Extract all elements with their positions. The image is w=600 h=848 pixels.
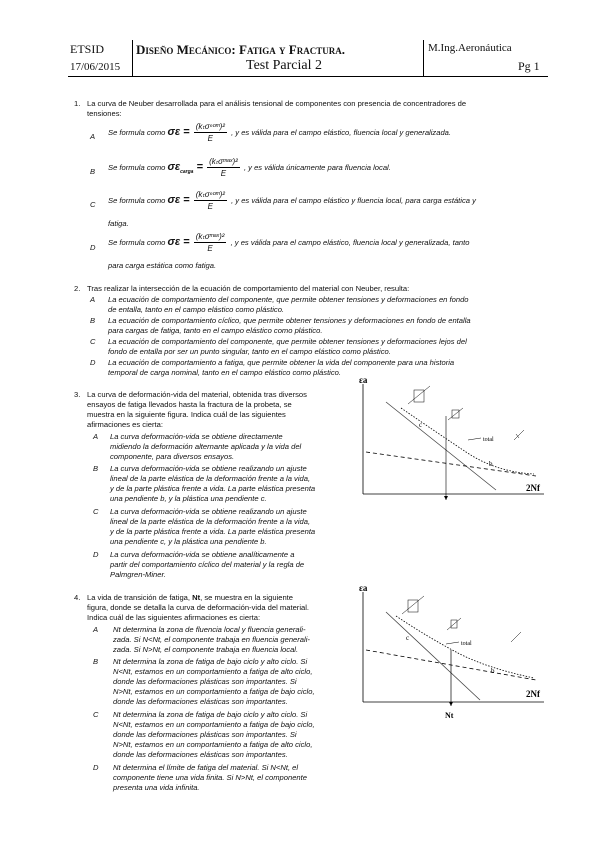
option-text: temporal de carga nominal, tanto en el campo elástico como plástico. — [108, 368, 341, 377]
formula-numerator: (kₜσⁿᵒᵐ)² — [195, 190, 225, 199]
option-text: lineal de la parte elástica de la deformación frente a la vida, — [110, 517, 311, 526]
plastic-line — [386, 402, 496, 490]
option-text: lineal de la parte elástica de la deformación frente a la vida, — [110, 474, 311, 483]
option-text: una pendiente c, y la plástica una pendiente b. — [110, 537, 267, 546]
option-text: N<Nt, estamos en un comportamiento a fatiga de alto ciclo, — [113, 667, 313, 676]
total-label: total — [461, 641, 472, 647]
total-label: total — [483, 437, 494, 443]
formula-denominator: E — [207, 244, 213, 253]
option-text: Se formula como — [108, 238, 166, 247]
option-text: fondo de entalla por ser un punto singular, tanto en el campo elástico como plástico. — [108, 347, 391, 356]
option-d[interactable]: Nt determina el límite de fatiga del material. Si N<Nt, el — [113, 763, 299, 772]
option-text: , y es válida para el campo elástico, fluencia local y generalizada, tanto — [230, 238, 470, 247]
option-label: C — [90, 200, 96, 209]
option-text: , y es válida para el campo elástico, fluencia local y generalizada. — [231, 128, 451, 137]
header-divider — [132, 40, 133, 76]
formula-denominator: E — [207, 202, 213, 211]
slope-c-label: c — [406, 634, 410, 642]
strain-life-diagram-q3 — [356, 372, 556, 522]
x-axis-label: 2Nf — [526, 483, 540, 493]
question-stem: tensiones: — [87, 109, 122, 118]
option-label: A — [90, 295, 96, 304]
elastic-line — [366, 452, 536, 476]
question-stem — [87, 593, 293, 603]
option-b[interactable]: La curva deformación-vida se obtiene realizando un ajuste — [110, 464, 307, 473]
option-a[interactable] — [108, 122, 451, 144]
option-label: B — [90, 316, 96, 325]
hysteresis-loop-icon — [408, 386, 430, 404]
option-text: para carga estática como fatiga. — [108, 261, 217, 270]
option-text: Se formula como — [108, 196, 166, 205]
y-axis-label: εa — [359, 375, 368, 385]
option-label: C — [90, 337, 96, 346]
formula-fraction — [194, 232, 227, 254]
option-label: D — [90, 358, 96, 367]
label-leader — [446, 642, 459, 644]
option-text: una pendiente b, y la plástica una pendiente c. — [110, 494, 267, 503]
question-number: 1. — [74, 99, 81, 108]
option-a[interactable]: Nt determina la zona de fluencia local y fluencia generali- — [113, 625, 306, 634]
label-leader — [468, 438, 481, 440]
hysteresis-loop-icon — [402, 596, 424, 614]
question-stem: afirmaciones es cierta: — [87, 420, 163, 429]
option-text: , y es válida para el campo elástico y fluencia local, para carga estática y — [231, 196, 476, 205]
option-text: zada. Si N>Nt, el componente trabaja en fluencia local. — [113, 645, 299, 654]
page-header — [68, 40, 548, 77]
header-degree: M.Ing.Aeronáutica — [428, 42, 512, 54]
formula-subscript: carga — [180, 169, 194, 176]
hysteresis-loop-icon — [447, 618, 461, 630]
strain-life-diagram-q4 — [356, 580, 556, 730]
option-b[interactable]: La ecuación de comportamiento cíclico, que permite obtener tensiones y deformaciones en fondo de entalla — [108, 316, 471, 325]
question-number: 3. — [74, 390, 81, 399]
arrow-head — [449, 702, 453, 706]
option-a[interactable]: La curva deformación-vida se obtiene directamente — [110, 432, 283, 441]
formula-symbol: σε — [167, 161, 181, 173]
arrow-head — [444, 496, 448, 500]
option-label: D — [90, 243, 96, 252]
option-c[interactable] — [108, 190, 476, 212]
option-label: D — [93, 550, 99, 559]
option-text: componente tiene una vida finita. Si N>Nt, el componente — [113, 773, 307, 782]
header-school: ETSID — [70, 42, 104, 56]
question-stem: Tras realizar la intersección de la ecuación de comportamiento del material con Neuber, resulta: — [87, 284, 410, 293]
question-stem: Indica cuál de las siguientes afirmaciones es cierta: — [87, 613, 261, 622]
option-text: presenta una vida infinita. — [113, 783, 200, 792]
option-c[interactable]: La curva deformación-vida se obtiene realizando un ajuste — [110, 507, 307, 516]
option-text: para cargas de fatiga, tanto en el campo elástico como plástico. — [108, 326, 323, 335]
question-stem: La curva de Neuber desarrollada para el análisis tensional de componentes con presencia de concentradores de — [87, 99, 467, 108]
option-a[interactable]: La ecuación de comportamiento del componente, que permite obtener tensiones y deformaciones en fondo — [108, 295, 469, 304]
formula-numerator: (kₜσⁿᵒᵐ)² — [195, 122, 225, 131]
option-text: zada. Si N<Nt, el componente trabaja en fluencia generali- — [113, 635, 310, 644]
slope-b-label: b — [489, 460, 493, 468]
header-page-number: Pg 1 — [518, 59, 540, 73]
option-label: B — [93, 464, 99, 473]
formula-denominator: E — [207, 134, 213, 143]
formula-numerator: (kₜσᵐᵃˣ)² — [209, 157, 238, 166]
header-divider — [423, 40, 424, 76]
question-stem: ensayos de fatiga llevados hasta la fractura de la probeta, se — [87, 400, 292, 409]
option-text: donde las deformaciones plásticas son importantes. Si — [113, 677, 297, 686]
option-label: B — [90, 167, 96, 176]
question-stem-part: La vida de transición de fatiga, — [87, 593, 191, 602]
option-label: C — [93, 507, 99, 516]
slope-c-label: c — [419, 421, 423, 429]
option-text: componente, para diversos ensayos. — [110, 452, 235, 461]
question-stem-part: , se muestra en la siguiente — [200, 593, 294, 602]
option-text: donde las deformaciones elásticas son importantes. — [113, 697, 288, 706]
formula-lhs: σε = — [167, 236, 190, 248]
option-label: C — [93, 710, 99, 719]
header-date: 17/06/2015 — [70, 61, 121, 73]
hysteresis-loop-icon — [448, 408, 463, 420]
formula-fraction — [194, 122, 227, 144]
question-number: 2. — [74, 284, 81, 293]
option-text: midiendo la deformación alternante aplicada y la vida del — [110, 442, 302, 451]
total-curve — [401, 408, 534, 474]
option-text: donde las deformaciones elásticas son importantes. — [113, 750, 288, 759]
question-stem: muestra en la siguiente figura. Indica cuál de las siguientes — [87, 410, 286, 419]
slope-b-label: b — [491, 667, 495, 675]
question-number: 4. — [74, 593, 81, 602]
formula-equals: = — [196, 161, 203, 173]
formula-lhs — [167, 161, 203, 176]
formula-lhs: σε = — [167, 126, 190, 138]
x-axis-label: 2Nf — [526, 689, 540, 699]
formula-fraction — [194, 190, 227, 212]
header-course: Diseño Mecánico: Fatiga y Fractura. — [136, 42, 345, 57]
hysteresis-loop-icon — [514, 430, 524, 440]
question-stem: La curva de deformación-vida del material, obtenida tras diversos — [87, 390, 307, 399]
option-text: Palmgren-Miner. — [110, 570, 166, 579]
option-text: y de la parte plástica frente a vida. La parte elástica presenta — [110, 527, 316, 536]
option-c[interactable]: Nt determina la zona de fatiga de bajo ciclo y alto ciclo. Si — [113, 710, 308, 719]
y-axis-label: εa — [359, 583, 368, 593]
option-d[interactable]: La ecuación de comportamiento a fatiga, que permite obtener la vida del componente para una historia — [108, 358, 455, 367]
formula-lhs: σε = — [167, 194, 190, 206]
option-b[interactable]: Nt determina la zona de fatiga de bajo ciclo y alto ciclo. Si — [113, 657, 308, 666]
plastic-line — [386, 612, 480, 700]
header-test-title: Test Parcial 2 — [246, 58, 322, 73]
question-stem: figura, donde se detalla la curva de deformación-vida del material. — [87, 603, 310, 612]
option-text: Se formula como — [108, 128, 166, 137]
option-text: partir del comportamiento cíclico del material y la regla de — [110, 560, 305, 569]
formula-denominator: E — [220, 169, 227, 178]
option-d[interactable]: La curva deformación-vida se obtiene analíticamente a — [110, 550, 295, 559]
hysteresis-loop-icon — [511, 632, 521, 642]
option-c[interactable]: La ecuación de comportamiento del componente, que permite obtener tensiones y deformaciones lejos del — [108, 337, 467, 346]
transition-life-label: Nt — [445, 711, 454, 720]
option-label: A — [93, 625, 99, 634]
option-text: de entalla, tanto en el campo elástico como plástico. — [108, 305, 285, 314]
option-text: Se formula como — [108, 163, 166, 172]
option-d[interactable] — [108, 232, 469, 254]
option-text: N<Nt, estamos en un comportamiento a fatiga de bajo ciclo, — [113, 720, 315, 729]
option-label: A — [90, 132, 96, 141]
option-text: N>Nt, estamos en un comportamiento a fatiga de bajo ciclo, — [113, 687, 315, 696]
option-label: A — [93, 432, 99, 441]
total-curve — [396, 616, 534, 678]
option-b[interactable] — [108, 157, 391, 179]
transition-life-symbol: Nt — [192, 593, 201, 602]
option-label: D — [93, 763, 99, 772]
option-text: N>Nt, estamos en un comportamiento a fatiga de alto ciclo, — [113, 740, 313, 749]
option-text: fatiga. — [108, 219, 129, 228]
formula-numerator: (kₜσᵐᵃˣ)² — [195, 232, 225, 241]
option-text: , y es válida únicamente para fluencia local. — [243, 163, 391, 172]
option-text: y de la parte plástica frente a vida. La parte elástica presenta — [110, 484, 316, 493]
option-text: donde las deformaciones plásticas son importantes. Si — [113, 730, 297, 739]
formula-fraction — [207, 157, 240, 179]
option-label: B — [93, 657, 99, 666]
